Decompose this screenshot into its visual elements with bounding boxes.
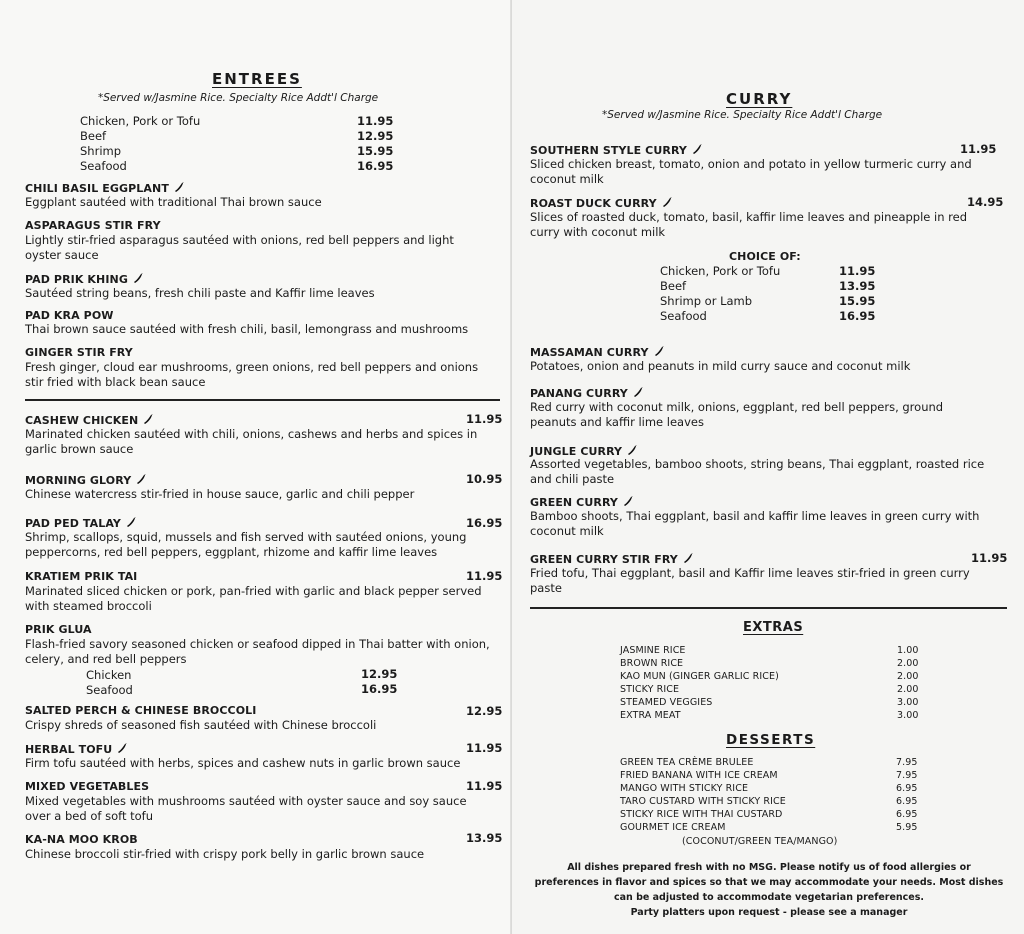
menu-item-price: 11.95 [466, 741, 503, 755]
menu-item-title: PANANG CURRY [530, 387, 628, 400]
extras-item-label: KAO MUN (GINGER GARLIC RICE) [620, 671, 779, 682]
option-label: Chicken, Pork or Tofu [660, 264, 781, 278]
dessert-item-price: 7.95 [896, 757, 918, 768]
menu-item-price: 12.95 [466, 704, 503, 718]
menu-item-desc: Bamboo shoots, Thai eggplant, basil and kaffir lime leaves in green curry with coconut milk [530, 509, 980, 538]
chili-pepper-icon [632, 386, 644, 398]
menu-item-desc: Sliced chicken breast, tomato, onion and potato in yellow turmeric curry and coconut milk [530, 157, 972, 186]
entrees-subtitle: *Served w/Jasmine Rice. Specialty Rice Addt'l Charge [98, 92, 379, 104]
party-platters-note: Party platters upon request - please see a manager [630, 907, 908, 918]
chili-pepper-icon [622, 495, 634, 507]
option-price: 16.95 [361, 682, 398, 696]
curry-title: CURRY [726, 90, 793, 108]
extras-item-label: STICKY RICE [620, 684, 680, 695]
chili-pepper-icon [691, 143, 703, 155]
menu-item-price: 11.95 [466, 569, 503, 583]
menu-item-desc: Chinese broccoli stir-fried with crispy pork belly in garlic brown sauce [25, 847, 425, 861]
menu-item-desc: Lightly stir-fried asparagus sautéed with onions, red bell peppers and light oyster sauce [25, 233, 454, 262]
extras-item-price: 2.00 [897, 684, 919, 695]
menu-item-title: MASSAMAN CURRY [530, 346, 649, 359]
menu-item-desc: Red curry with coconut milk, onions, eggplant, red bell peppers, ground peanuts and kaffir lime leaves [530, 400, 944, 429]
menu-item-desc: Thai brown sauce sautéed with fresh chili, basil, lemongrass and mushrooms [25, 322, 469, 336]
option-label: Beef [80, 129, 107, 143]
menu-item-price: 11.95 [466, 779, 503, 793]
menu-item-name [25, 473, 147, 487]
allergy-note: All dishes prepared fresh with no MSG. Please notify us of food allergies or preferences in flavor and spices so that we may accommodate your needs. Most dishes can be adjusted to accommodate vegetarian preferences. [534, 862, 1004, 903]
curry-subtitle: *Served w/Jasmine Rice. Specialty Rice Addt'l Charge [602, 109, 883, 121]
section-divider [25, 399, 500, 401]
menu-item-name [530, 552, 694, 566]
menu-item-name: GINGER STIR FRY [25, 346, 133, 359]
menu-item-name [25, 181, 185, 195]
option-price: 12.95 [361, 667, 398, 681]
extras-item-price: 1.00 [897, 645, 919, 656]
menu-item-desc: Chinese watercress stir-fried in house sauce, garlic and chili pepper [25, 487, 415, 501]
menu-item-price: 11.95 [971, 551, 1008, 565]
menu-item-title: SOUTHERN STYLE CURRY [530, 144, 687, 157]
chili-pepper-icon [135, 473, 147, 485]
dessert-item-price: 7.95 [896, 770, 918, 781]
extras-item-label: STEAMED VEGGIES [620, 697, 713, 708]
option-label: Chicken [86, 668, 132, 682]
menu-item-desc: Eggplant sautéed with traditional Thai brown sauce [25, 195, 322, 209]
chili-pepper-icon [125, 516, 137, 528]
menu-item-title: GREEN CURRY STIR FRY [530, 553, 678, 566]
section-divider [530, 607, 1007, 609]
dessert-item-label: MANGO WITH STICKY RICE [620, 783, 749, 794]
menu-item-price: 14.95 [967, 195, 1004, 209]
chili-pepper-icon [142, 413, 154, 425]
menu-item-desc: Crispy shreds of seasoned fish sautéed with Chinese broccoli [25, 718, 377, 732]
extras-item-label: BROWN RICE [620, 658, 684, 669]
extras-item-price: 2.00 [897, 671, 919, 682]
menu-item-price: 11.95 [960, 142, 997, 156]
chili-pepper-icon [116, 742, 128, 754]
extras-item-price: 3.00 [897, 710, 919, 721]
option-price: 15.95 [839, 294, 876, 308]
menu-item-name: SALTED PERCH & CHINESE BROCCOLI [25, 704, 257, 717]
dessert-item-label: GOURMET ICE CREAM [620, 822, 726, 833]
menu-item-desc: Fried tofu, Thai eggplant, basil and Kaffir lime leaves stir-fried in green curry paste [530, 566, 970, 595]
extras-item-label: EXTRA MEAT [620, 710, 681, 721]
option-label: Seafood [660, 309, 707, 323]
menu-item-name: PRIK GLUA [25, 623, 92, 636]
dessert-item-label: FRIED BANANA WITH ICE CREAM [620, 770, 778, 781]
extras-item-price: 3.00 [897, 697, 919, 708]
menu-page-right [512, 0, 1024, 934]
menu-item-desc: Marinated chicken sautéed with chili, onions, cashews and herbs and spices in garlic brown sauce [25, 427, 478, 456]
chili-pepper-icon [653, 345, 665, 357]
extras-item-price: 2.00 [897, 658, 919, 669]
menu-item-desc: Marinated sliced chicken or pork, pan-fried with garlic and black pepper served with steamed broccoli [25, 584, 482, 613]
choice-title: CHOICE OF: [729, 250, 801, 263]
menu-item-desc: Potatoes, onion and peanuts in mild curry sauce and coconut milk [530, 359, 911, 373]
menu-item-name [25, 413, 154, 427]
menu-item-desc: Fresh ginger, cloud ear mushrooms, green onions, red bell peppers and onions stir fried with black bean sauce [25, 360, 479, 389]
chili-pepper-icon [661, 196, 673, 208]
dessert-item-price: 6.95 [896, 809, 918, 820]
entrees-title: ENTREES [212, 70, 302, 88]
menu-item-price: 11.95 [466, 412, 503, 426]
menu-item-name [530, 345, 665, 359]
option-label: Shrimp or Lamb [660, 294, 753, 308]
option-price: 11.95 [839, 264, 876, 278]
extras-item-label: JASMINE RICE [620, 645, 686, 656]
chili-pepper-icon [626, 444, 638, 456]
menu-item-desc: Flash-fried savory seasoned chicken or seafood dipped in Thai batter with onion, celery, and red bell peppers [25, 637, 490, 666]
option-label: Beef [660, 279, 687, 293]
menu-item-name: KA-NA MOO KROB [25, 833, 138, 846]
option-label: Shrimp [80, 144, 122, 158]
menu-item-title: ROAST DUCK CURRY [530, 197, 657, 210]
desserts-title: DESSERTS [726, 732, 816, 748]
menu-item-name [25, 272, 144, 286]
option-price: 16.95 [357, 159, 394, 173]
dessert-item-label: TARO CUSTARD WITH STICKY RICE [620, 796, 786, 807]
menu-item-desc: Shrimp, scallops, squid, mussels and fish served with sautéed onions, young peppercorns, red bell peppers, eggplant, rhizome and kaffir lime leaves [25, 530, 467, 559]
dessert-item-price: 6.95 [896, 796, 918, 807]
menu-item-price: 13.95 [466, 831, 503, 845]
menu-item-title: GREEN CURRY [530, 496, 618, 509]
menu-item-desc: Sautéed string beans, fresh chili paste and Kaffir lime leaves [25, 286, 375, 300]
menu-item-name [25, 742, 128, 756]
menu-item-name: PAD KRA POW [25, 309, 114, 322]
menu-item-price: 10.95 [466, 472, 503, 486]
menu-item-name: ASPARAGUS STIR FRY [25, 219, 161, 232]
menu-item-name [25, 516, 137, 530]
menu-item-name [530, 143, 703, 157]
option-price: 12.95 [357, 129, 394, 143]
extras-title: EXTRAS [743, 620, 804, 635]
dessert-item-price: 6.95 [896, 783, 918, 794]
menu-item-name [530, 495, 634, 509]
dessert-item-label: GREEN TEA CRÈME BRULEE [620, 757, 754, 768]
menu-item-title: PAD PRIK KHING [25, 273, 128, 286]
chili-pepper-icon [682, 552, 694, 564]
option-label: Chicken, Pork or Tofu [80, 114, 201, 128]
menu-item-name [530, 196, 673, 210]
menu-item-title: HERBAL TOFU [25, 743, 113, 756]
menu-item-title: JUNGLE CURRY [530, 445, 623, 458]
option-price: 16.95 [839, 309, 876, 323]
option-price: 11.95 [357, 114, 394, 128]
menu-item-name: KRATIEM PRIK TAI [25, 570, 138, 583]
menu-item-title: CHILI BASIL EGGPLANT [25, 182, 169, 195]
menu-item-price: 16.95 [466, 516, 503, 530]
menu-item-desc: Firm tofu sautéed with herbs, spices and cashew nuts in garlic brown sauce [25, 756, 461, 770]
menu-item-title: CASHEW CHICKEN [25, 414, 139, 427]
menu-item-name: MIXED VEGETABLES [25, 780, 150, 793]
menu-item-name [530, 386, 644, 400]
chili-pepper-icon [132, 272, 144, 284]
menu-item-name [530, 444, 638, 458]
option-price: 15.95 [357, 144, 394, 158]
option-price: 13.95 [839, 279, 876, 293]
menu-item-desc: Mixed vegetables with mushrooms sautéed with oyster sauce and soy sauce over a bed of soft tofu [25, 794, 467, 823]
menu-item-desc: Assorted vegetables, bamboo shoots, string beans, Thai eggplant, roasted rice and chili paste [530, 457, 985, 486]
menu-item-title: MORNING GLORY [25, 474, 132, 487]
chili-pepper-icon [173, 181, 185, 193]
dessert-item-price: 5.95 [896, 822, 918, 833]
menu-item-desc: Slices of roasted duck, tomato, basil, kaffir lime leaves and pineapple in red curry with coconut milk [530, 210, 968, 239]
dessert-flavors: (COCONUT/GREEN TEA/MANGO) [682, 836, 838, 847]
option-label: Seafood [80, 159, 127, 173]
option-label: Seafood [86, 683, 133, 697]
dessert-item-label: STICKY RICE WITH THAI CUSTARD [620, 809, 783, 820]
menu-item-title: PAD PED TALAY [25, 517, 121, 530]
